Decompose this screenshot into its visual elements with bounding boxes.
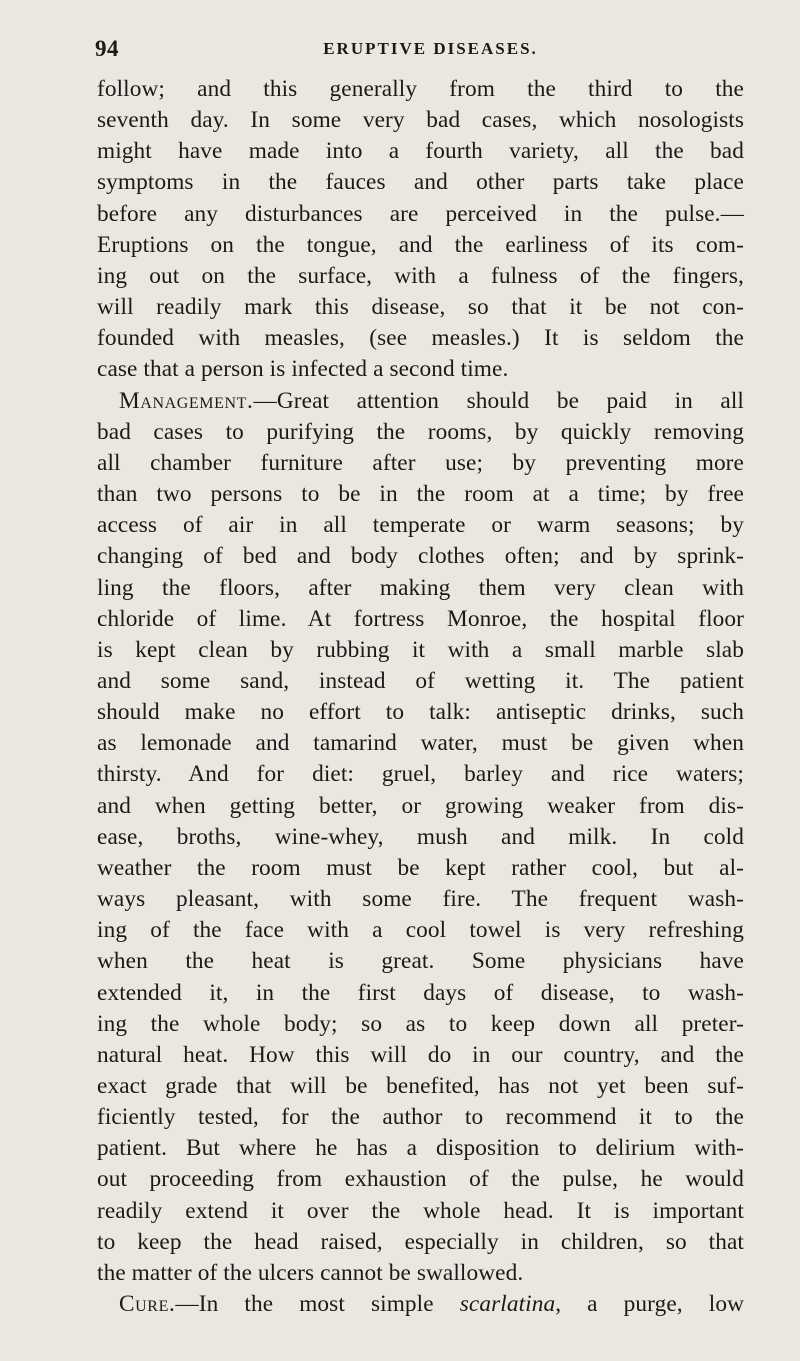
text-line: founded with measles, (see measles.) It is seldom the	[97, 325, 744, 352]
text-line: as lemonade and tamarind water, must be given when	[97, 730, 744, 757]
body-text	[97, 74, 744, 1320]
text-line: to keep the head raised, especially in children, so that	[97, 1228, 744, 1255]
text-line: exact grade that will be benefited, has not yet been suf-	[97, 1073, 744, 1099]
text-line: ing of the face with a cool towel is very refreshing	[97, 917, 744, 944]
text-line: is kept clean by rubbing it with a small marble slab	[97, 636, 744, 663]
text-line: chloride of lime. At fortress Monroe, the hospital floor	[97, 605, 744, 632]
text-line: ling the floors, after making them very clean with	[97, 574, 744, 601]
text-line: ways pleasant, with some fire. The frequent wash-	[97, 886, 744, 913]
running-head: ERUPTIVE DISEASES.	[323, 39, 538, 58]
text-line: follow; and this generally from the third to the	[97, 76, 744, 102]
management-heading: Management.	[119, 387, 254, 414]
text-line: when the heat is great. Some physicians have	[97, 948, 744, 975]
text-line: ficiently tested, for the author to recommend it to the	[97, 1104, 744, 1131]
scarlatina-term: scarlatina	[459, 1291, 556, 1318]
text-line-cure	[97, 1289, 744, 1320]
text-line: will readily mark this disease, so that it be not con-	[97, 294, 744, 321]
text-line: ease, broths, wine-whey, mush and milk. In cold	[97, 823, 744, 850]
text-line: the matter of the ulcers cannot be swallowed.	[97, 1259, 524, 1286]
text-line: and when getting better, or growing weaker from dis-	[97, 792, 744, 819]
text-line: natural heat. How this will do in our country, and the	[97, 1041, 744, 1068]
text-line: ing the whole body; so as to keep down all preter-	[97, 1010, 744, 1037]
text-run: —Great attention should be paid in all	[253, 387, 744, 414]
text-line: out proceeding from exhaustion of the pulse, he would	[97, 1166, 744, 1193]
text-line: changing of bed and body clothes often; and by sprink-	[97, 543, 744, 570]
text-line: should make no effort to talk: antiseptic drinks, such	[97, 699, 744, 726]
text-line: symptoms in the fauces and other parts take place	[97, 169, 744, 196]
text-line: case that a person is infected a second time.	[97, 356, 509, 383]
text-line: seventh day. In some very bad cases, which nosologists	[97, 107, 744, 134]
text-line: patient. But where he has a disposition to delirium with-	[97, 1135, 744, 1162]
text-line: and some sand, instead of wetting it. The patient	[97, 667, 744, 694]
text-line: might have made into a fourth variety, all the bad	[97, 138, 744, 165]
cure-heading: Cure.	[119, 1291, 176, 1318]
text-line-management	[97, 386, 744, 417]
text-line: extended it, in the first days of disease, to wash-	[97, 979, 744, 1006]
text-line: Eruptions on the tongue, and the earliness of its com-	[97, 231, 744, 258]
text-line: before any disturbances are perceived in the pulse.—	[97, 200, 744, 227]
text-line: thirsty. And for diet: gruel, barley and rice waters;	[97, 761, 744, 788]
text-line: ing out on the surface, with a fulness of the fingers,	[97, 262, 744, 289]
text-line: than two persons to be in the room at a time; by free	[97, 481, 744, 508]
text-line: readily extend it over the whole head. It is important	[97, 1197, 744, 1224]
text-run: —In the most simple	[175, 1291, 460, 1318]
page-header	[97, 36, 744, 66]
text-run: , a purge, low	[555, 1291, 744, 1318]
text-line: weather the room must be kept rather cool, but al-	[97, 854, 744, 881]
text-line: bad cases to purifying the rooms, by quickly removing	[97, 418, 744, 445]
text-line: access of air in all temperate or warm seasons; by	[97, 512, 744, 539]
page-number: 94	[95, 36, 119, 61]
text-line: all chamber furniture after use; by preventing more	[97, 449, 744, 476]
